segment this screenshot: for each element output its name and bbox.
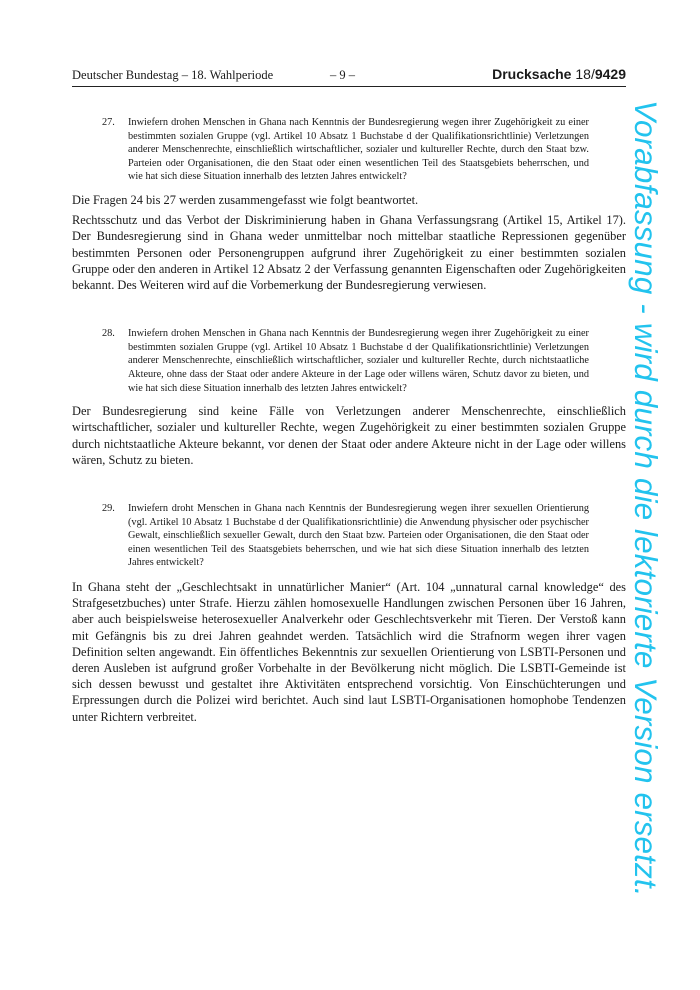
header-drucksache (492, 66, 626, 82)
page-header (72, 66, 626, 87)
question-number: 27. (102, 117, 115, 128)
question-27 (102, 116, 589, 184)
answer-paragraph: Der Bundesregierung sind keine Fälle von Verletzungen anderer Menschenrechte, einschließlich wirtschaftlicher, sozialer und kultureller Rechte, wegen Zugehörigkeit zu einer bestimmten sozialen Gruppe durch nichtstaatliche Akteure bekannt, vor denen der Staat oder andere Akteure nicht in der Lage oder willens wären, Schutz zu bieten. (72, 404, 626, 467)
question-29 (102, 502, 589, 570)
watermark-text: Vorabfassung - wird durch die lektorierte Version ersetzt. (628, 100, 664, 897)
question-28 (102, 327, 589, 395)
answer-paragraph: In Ghana steht der „Geschlechtsakt in unnatürlicher Manier“ (Art. 104 „unnatural carnal knowledge“ des Strafgesetzbuches) unter Strafe. Hierzu zählen homosexuelle Handlungen zwischen Personen über 16 Jahren, aber auch beispielsweise heterosexueller Analverkehr oder Geschlechtsverkehr mit Tieren. Der Verstoß kann mit Gefängnis bis zu drei Jahren geahndet werden. Tatsächlich wird die Strafnorm wegen ihrer vagen Definition selten angewandt. Ein öffentliches Bekenntnis zur sexuellen Orientierung von LSBTI-Personen und deren Ausleben ist aufgrund großer Vorbehalte in der Bevölkerung nicht möglich. Die LSBTI-Gemeinde ist sich dessen bewusst und gestaltet ihre Aktivitäten entsprechend vorsichtig. Von Einschüchterungen und Erpressungen durch die Polizei wird berichtet. Auch sind laut LSBTI-Organisationen homophobe Tendenzen unter Richtern verbreitet. (72, 579, 626, 724)
drucksache-number-bold: 9429 (594, 66, 626, 82)
question-text: Inwiefern drohen Menschen in Ghana nach Kenntnis der Bundesregierung wegen ihrer Zugehörigkeit zu einer bestimmten sozialen Gruppe (vgl. Artikel 10 Absatz 1 Buchstabe d der Qualifikationsrichtlinie) Verletzungen anderer Menschenrechte, einschließlich wirtschaftlicher, sozialer und kultureller Rechte, durch den Staat bzw. Parteien oder Organisationen, die den Staat oder einen wesentlichen Teil des Staatsgebiets beherrschen, und wie hat sich diese Situation innerhalb des letzten Jahres entwickelt? (128, 117, 589, 183)
question-text: Inwiefern drohen Menschen in Ghana nach Kenntnis der Bundesregierung wegen ihrer Zugehörigkeit zu einer bestimmten sozialen Gruppe (vgl. Artikel 10 Absatz 1 Buchstabe d der Qualifikationsrichtlinie) Verletzungen anderer Menschenrechte, einschließlich wirtschaftlicher, sozialer und kultureller Rechte, durch nichtstaatliche Akteure, ohne dass der Staat oder andere Akteure in der Lage oder willens wären, Schutz davor zu bieten, und wie hat sich diese Situation innerhalb des letzten Jahres entwickelt? (128, 328, 589, 394)
drucksache-number-plain: 18/ (571, 66, 595, 82)
question-text: Inwiefern droht Menschen in Ghana nach Kenntnis der Bundesregierung wegen ihrer sexuellen Orientierung (vgl. Artikel 10 Absatz 1 Buchstabe d der Qualifikationsrichtlinie) die Anwendung physischer oder psychischer Gewalt, einschließlich sexueller Gewalt, durch den Staat bzw. Parteien oder Organisationen, die den Staat oder einen wesentlichen Teil des Staatsgebiets beherrschen, und wie hat sich diese Situation innerhalb des letzten Jahres entwickelt? (128, 502, 589, 569)
question-number: 29. (102, 502, 115, 514)
drucksache-label: Drucksache (492, 66, 572, 82)
header-left: Deutscher Bundestag – 18. Wahlperiode (72, 68, 274, 82)
question-number: 28. (102, 328, 115, 340)
document-body (72, 116, 626, 725)
page-number: – 9 – (330, 68, 355, 82)
answer-paragraph: Rechtsschutz und das Verbot der Diskriminierung haben in Ghana Verfassungsrang (Artikel 15, Artikel 17). Der Bundesregierung sind in Ghana weder unmittelbar noch mittelbar staatliche Repressionen gegenüber bestimmten Personen oder Personengruppen aufgrund ihrer Zugehörigkeit zu einer bestimmten sozialen Gruppe oder den anderen in Artikel 12 Absatz 2 der Verfassung genannten Eigenschaften oder Zugehörigkeiten bekannt. Des Weiteren wird auf die Vorbemerkung der Bundesregierung verwiesen. (72, 213, 626, 292)
answer-paragraph: Die Fragen 24 bis 27 werden zusammengefasst wie folgt beantwortet. (72, 192, 419, 207)
